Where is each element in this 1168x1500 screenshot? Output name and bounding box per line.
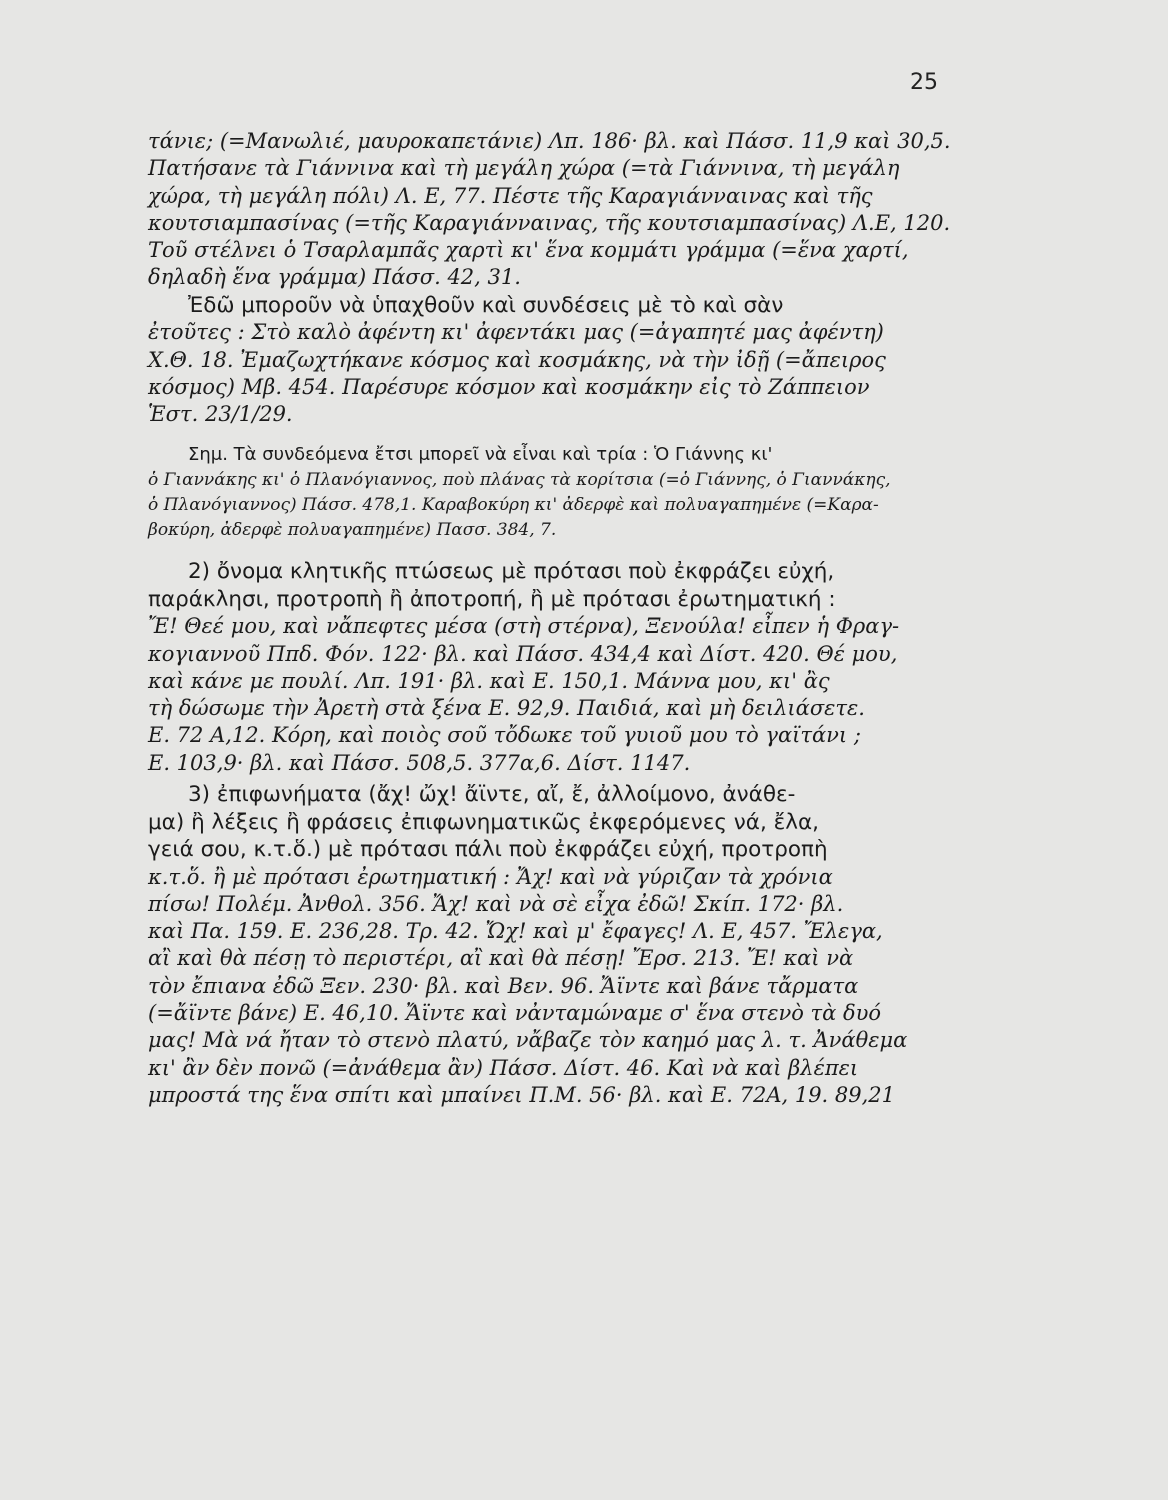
text-line: κόσμος) Μβ. 454. Παρέσυρε κόσμον καὶ κοσμάκην εἰς τὸ Ζάππειον [148, 374, 870, 399]
text-line: 3) ἐπιφωνήματα (ἄχ! ὤχ! ἄϊντε, αἴ, ἔ, ἀλλοίμονο, ἀνάθε- [188, 782, 796, 808]
note-line: ὁ Πλανόγιαννος) Πάσσ. 478,1. Καραβοκύρη κι' ἀδερφὲ καὶ πολυαγαπημένε (=Καρα- [148, 494, 879, 515]
note-line: ὁ Γιαννάκης κι' ὁ Πλανόγιαννος, ποὺ πλάνας τὰ κορίτσια (=ὁ Γιάννης, ὁ Γιαννάκης, [148, 470, 891, 491]
text-line: καὶ Πα. 159. Ε. 236,28. Τρ. 42. Ὤχ! καὶ μ' ἔφαγες! Λ. Ε, 457. Ἔλεγα, [148, 919, 883, 944]
text-line: καὶ κάνε με πουλί. Λπ. 191· βλ. καὶ Ε. 150,1. Μάννα μου, κι' ἂς [148, 668, 830, 693]
note-line: βοκύρη, ἀδερφὲ πολυαγαπημένε) Πασσ. 384, 7. [148, 519, 557, 540]
page-number: 25 [910, 70, 938, 95]
text-line: κ.τ.ὅ. ἢ μὲ πρότασι ἐρωτηματική : Ἄχ! καὶ νὰ γύριζαν τὰ χρόνια [148, 864, 833, 889]
text-line: μας! Μὰ νά ἤταν τὸ στενὸ πλατύ, νἄβαζε τὸν καημό μας λ. τ. Ἀνάθεμα [148, 1028, 908, 1053]
page-body [148, 128, 951, 1109]
text-line: κι' ἂν δὲν πονῶ (=ἀνάθεμα ἂν) Πάσσ. Δίστ. 46. Καὶ νὰ καὶ βλέπει [148, 1055, 859, 1080]
text-line: Ε. 103,9· βλ. καὶ Πάσσ. 508,5. 377α,6. Δίστ. 1147. [148, 750, 691, 775]
text-line: παράκλησι, προτροπὴ ἢ ἀποτροπή, ἢ μὲ πρότασι ἐρωτηματική : [148, 586, 836, 612]
text-line: Ἐδῶ μποροῦν νὰ ὑπαχθοῦν καὶ συνδέσεις μὲ τὸ καὶ σὰν [188, 292, 784, 318]
text-line: ἐτοῦτες : Στὸ καλὸ ἀφέντη κι' ἀφεντάκι μας (=ἀγαπητέ μας ἀφέντη) [148, 320, 884, 345]
text-line: κουτσιαμπασίνας (=τῆς Καραγιάνναινας, τῆς κουτσιαμπασίνας) Λ.Ε, 120. [148, 210, 951, 235]
text-line: κογιαννοῦ Ππδ. Φόν. 122· βλ. καὶ Πάσσ. 434,4 καὶ Δίστ. 420. Θέ μου, [148, 641, 898, 666]
text-line: Ἔ! Θεέ μου, καὶ νἄπεφτες μέσα (στὴ στέρνα), Ξενούλα! εἶπεν ἡ Φραγ- [148, 614, 900, 639]
text-line: τὴ δώσωμε τὴν Ἀρετὴ στὰ ξένα Ε. 92,9. Παιδιά, καὶ μὴ δειλιάσετε. [148, 696, 865, 721]
text-line: Ε. 72 Α,12. Κόρη, καὶ ποιὸς σοῦ τὄδωκε τοῦ γυιοῦ μου τὸ γαϊτάνι ; [148, 723, 861, 748]
text-line: δηλαδὴ ἕνα γράμμα) Πάσσ. 42, 31. [148, 265, 521, 290]
text-line: τὸν ἔπιανα ἐδῶ Ξεν. 230· βλ. καὶ Βεν. 96. Ἄϊντε καὶ βάνε τἄρματα [148, 973, 859, 998]
note-line: Σημ. Τὰ συνδεόμενα ἔτσι μπορεῖ νὰ εἶναι καὶ τρία : Ὁ Γιάννης κι' [188, 444, 773, 466]
text-line: αἲ καὶ θὰ πέσῃ τὸ περιστέρι, αἲ καὶ θὰ πέσῃ! Ἔρσ. 213. Ἔ! καὶ νὰ [148, 946, 854, 971]
text-line: γειά σου, κ.τ.ὅ.) μὲ πρότασι πάλι ποὺ ἐκφράζει εὐχή, προτροπὴ [148, 837, 828, 863]
text-line: Τοῦ στέλνει ὁ Τσαρλαμπᾶς χαρτὶ κι' ἕνα κομμάτι γράμμα (=ἕνα χαρτί, [148, 238, 909, 263]
text-line: χώρα, τὴ μεγάλη πόλι) Λ. Ε, 77. Πέστε τῆς Καραγιάνναινας καὶ τῆς [148, 183, 873, 208]
text-line: πίσω! Πολέμ. Ἀνθολ. 356. Ἄχ! καὶ νὰ σὲ εἶχα ἐδῶ! Σκίπ. 172· βλ. [148, 891, 844, 916]
text-line: Πατήσανε τὰ Γιάννινα καὶ τὴ μεγάλη χώρα (=τὰ Γιάννινα, τὴ μεγάλη [148, 156, 900, 181]
text-line: Χ.Θ. 18. Ἐμαζωχτήκανε κόσμος καὶ κοσμάκης, νὰ τὴν ἰδῇ (=ἄπειρος [148, 347, 886, 372]
text-line: Ἑστ. 23/1/29. [148, 402, 293, 427]
text-line: μπροστά της ἕνα σπίτι καὶ μπαίνει Π.Μ. 56· βλ. καὶ Ε. 72Α, 19. 89,21 [148, 1082, 896, 1107]
text-line: (=ἄϊντε βάνε) Ε. 46,10. Ἄϊντε καὶ νἀνταμώναμε σ' ἕνα στενὸ τὰ δυό [148, 1001, 882, 1026]
text-line: τάνιε; (=Μανωλιέ, μαυροκαπετάνιε) Λπ. 186· βλ. καὶ Πάσσ. 11,9 καὶ 30,5. [148, 129, 951, 153]
text-line: 2) ὄνομα κλητικῆς πτώσεως μὲ πρότασι ποὺ ἐκφράζει εὐχή, [188, 559, 835, 585]
text-line: μα) ἢ λέξεις ἢ φράσεις ἐπιφωνηματικῶς ἐκφερόμενες νά, ἔλα, [148, 809, 820, 835]
